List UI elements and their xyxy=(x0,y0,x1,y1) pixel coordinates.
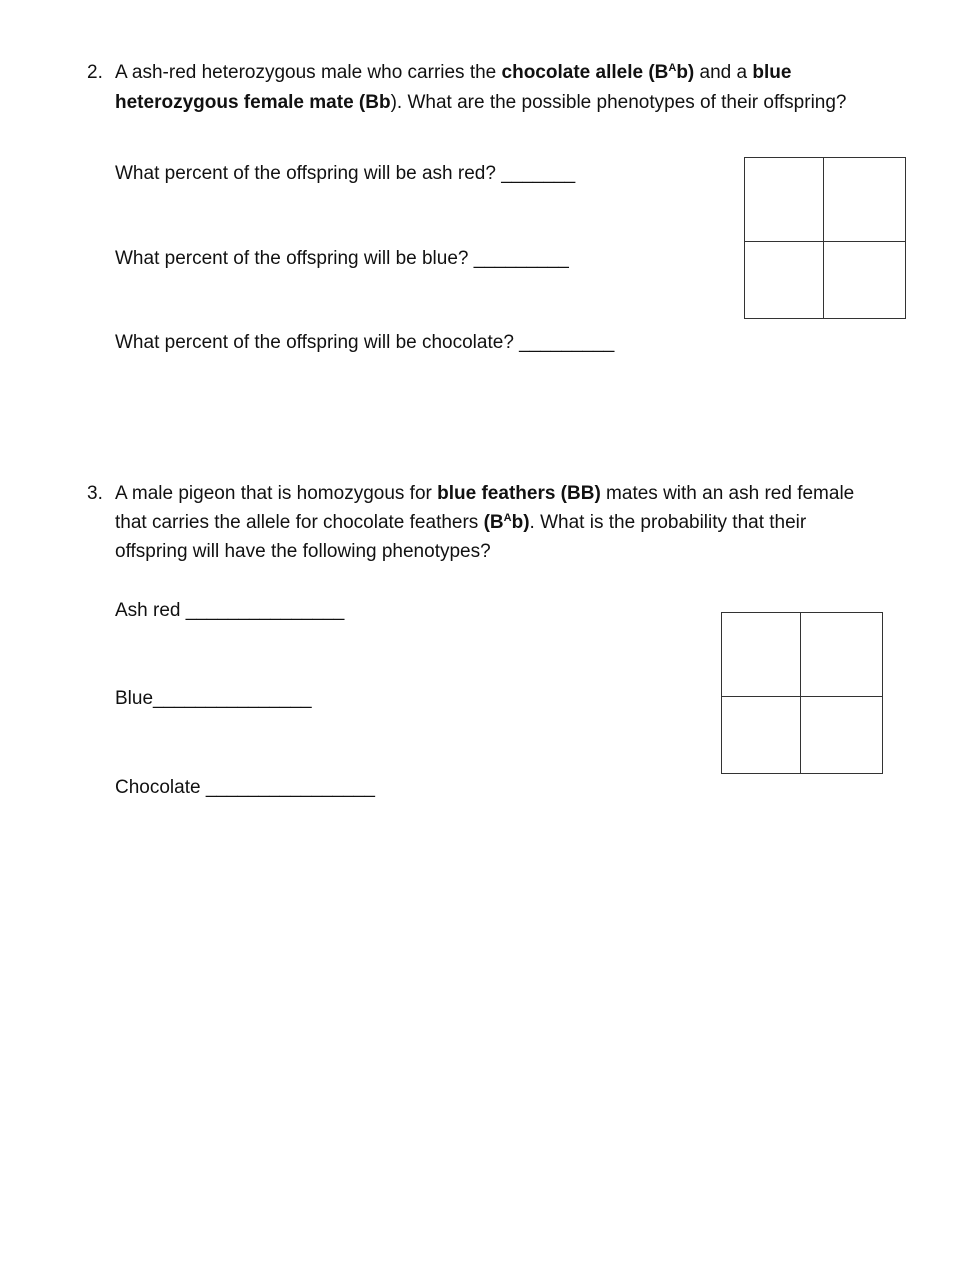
q3-line-1-text-c: mates with an ash red female xyxy=(600,483,855,504)
q3-line-2-text-d: . What is the probability that their xyxy=(529,512,807,533)
q3-prompt-chocolate: Chocolate ________________ xyxy=(115,777,375,798)
q3-prompt-ash-red: Ash red _______________ xyxy=(115,600,345,621)
q2-line-1 xyxy=(115,63,791,82)
q3-allele-superscript: A xyxy=(503,512,512,524)
q3-line-2-text-a: that carries the allele for chocolate feathers xyxy=(115,512,484,533)
q3-punnett-square xyxy=(721,612,883,774)
q2-line-1-text-d: and a xyxy=(694,62,753,83)
q2-prompt-blue: What percent of the offspring will be blue? _________ xyxy=(115,248,569,269)
q2-chocolate-allele xyxy=(502,62,695,83)
q2-punnett-vertical-divider xyxy=(823,158,824,318)
q3-allele-genotype xyxy=(484,512,530,533)
q2-line-2 xyxy=(115,93,847,112)
q2-punnett-horizontal-divider xyxy=(745,241,905,242)
q3-allele-genotype-end: b) xyxy=(511,512,530,533)
q3-allele-genotype-text: (B xyxy=(483,512,504,533)
q2-heterozygous-female: heterozygous female mate (Bb xyxy=(115,92,391,113)
q2-allele-superscript: A xyxy=(668,62,677,74)
q3-punnett-vertical-divider xyxy=(800,613,801,773)
q3-punnett-horizontal-divider xyxy=(722,696,882,697)
q3-line-1 xyxy=(115,484,854,503)
q2-chocolate-allele-end: b) xyxy=(676,62,695,83)
q3-prompt-blue: Blue_______________ xyxy=(115,688,312,709)
q2-number: 2. xyxy=(87,62,103,83)
q2-blue-label: blue xyxy=(752,62,792,83)
q3-line-3: offspring will have the following phenotypes? xyxy=(115,541,491,562)
q2-prompt-chocolate: What percent of the offspring will be chocolate? _________ xyxy=(115,332,615,353)
q3-line-1-text-a: A male pigeon that is homozygous for xyxy=(115,483,438,504)
q2-line-2-text-b: ). What are the possible phenotypes of their offspring? xyxy=(390,92,847,113)
q2-prompt-ash-red: What percent of the offspring will be ash red? _______ xyxy=(115,163,576,184)
q2-chocolate-allele-text: chocolate allele (B xyxy=(501,62,669,83)
q2-line-1-text-a: A ash-red heterozygous male who carries the xyxy=(115,62,502,83)
q3-line-2 xyxy=(115,513,806,532)
q2-punnett-square xyxy=(744,157,906,319)
q3-blue-feathers: blue feathers (BB) xyxy=(437,483,601,504)
q3-number: 3. xyxy=(87,483,103,504)
